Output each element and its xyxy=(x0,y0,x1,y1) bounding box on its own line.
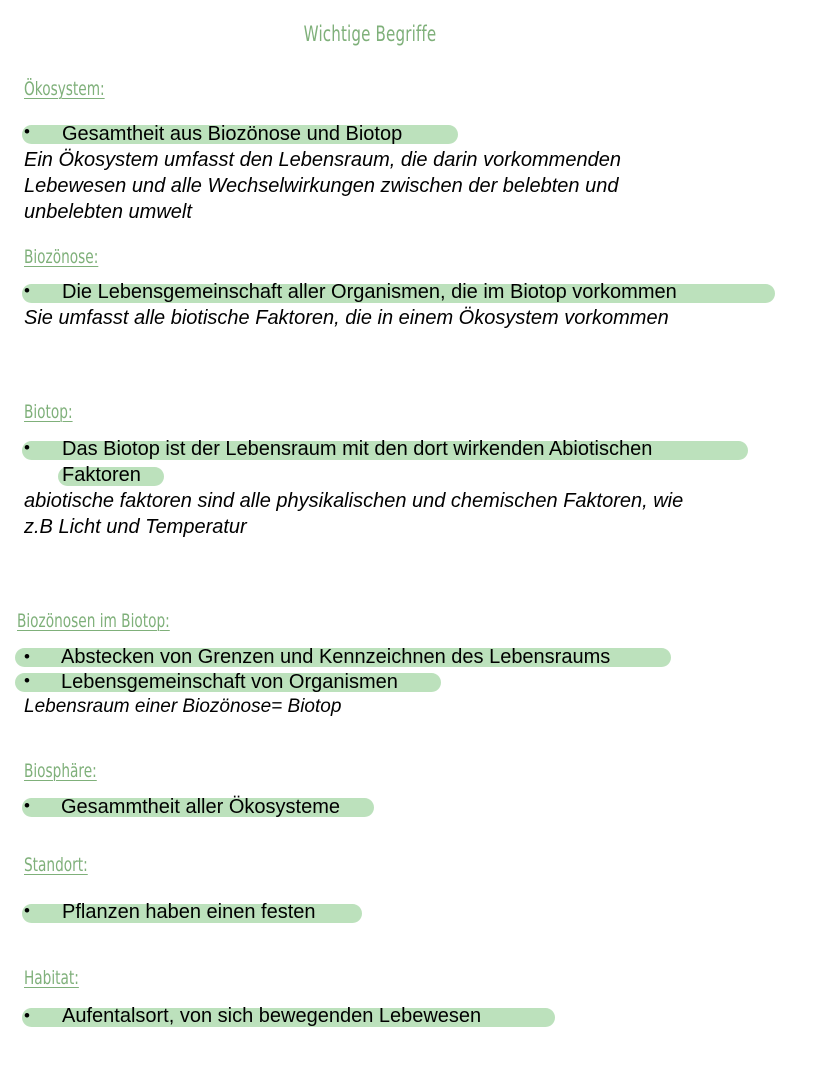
bullet-biozoenosen-1: Abstecken von Grenzen und Kennzeichnen des Lebensraums xyxy=(61,646,611,668)
heading-biosphaere: Biosphäre: xyxy=(24,760,97,782)
bullet-icon: • xyxy=(24,901,30,920)
bullet-standort: Pflanzen haben einen festen xyxy=(62,901,316,923)
bullet-biosphaere: Gesammtheit aller Ökosysteme xyxy=(61,796,340,818)
heading-biotop: Biotop: xyxy=(24,401,73,423)
bullet-biotop-line2: Faktoren xyxy=(62,464,141,486)
bullet-icon: • xyxy=(24,1006,30,1025)
bullet-biozoenosen-2: Lebensgemeinschaft von Organismen xyxy=(61,671,398,693)
bullet-habitat: Aufentalsort, von sich bewegenden Lebewesen xyxy=(62,1005,482,1027)
heading-standort: Standort: xyxy=(24,854,88,876)
bullet-biozoenose: Die Lebensgemeinschaft aller Organismen, die im Biotop vorkommen xyxy=(62,281,677,303)
heading-habitat: Habitat: xyxy=(24,967,79,989)
bullet-biotop-line1: Das Biotop ist der Lebensraum mit den dort wirkenden Abiotischen xyxy=(62,438,653,460)
page-title: Wichtige Begriffe xyxy=(303,22,437,46)
text-oekosystem-1: Ein Ökosystem umfasst den Lebensraum, die darin vorkommenden xyxy=(24,149,621,171)
bullet-icon: • xyxy=(24,796,30,815)
bullet-icon: • xyxy=(24,671,30,690)
bullet-icon: • xyxy=(24,438,30,457)
bullet-icon: • xyxy=(24,122,30,141)
text-oekosystem-3: unbelebten umwelt xyxy=(24,201,192,223)
text-biozoenosen-1: Lebensraum einer Biozönose= Biotop xyxy=(24,696,342,717)
text-biotop-2: z.B Licht und Temperatur xyxy=(24,516,247,538)
heading-oekosystem: Ökosystem: xyxy=(24,78,105,100)
bullet-icon: • xyxy=(24,281,30,300)
bullet-icon: • xyxy=(24,647,30,666)
text-biotop-1: abiotische faktoren sind alle physikalischen und chemischen Faktoren, wie xyxy=(24,490,684,512)
bullet-oekosystem: Gesamtheit aus Biozönose und Biotop xyxy=(62,123,403,145)
heading-biozoenose: Biozönose: xyxy=(24,246,99,268)
text-oekosystem-2: Lebewesen und alle Wechselwirkungen zwischen der belebten und xyxy=(24,175,619,197)
text-biozoenose-1: Sie umfasst alle biotische Faktoren, die in einem Ökosystem vorkommen xyxy=(24,307,669,329)
heading-biozoenosen-im-biotop: Biozönosen im Biotop: xyxy=(17,610,170,632)
